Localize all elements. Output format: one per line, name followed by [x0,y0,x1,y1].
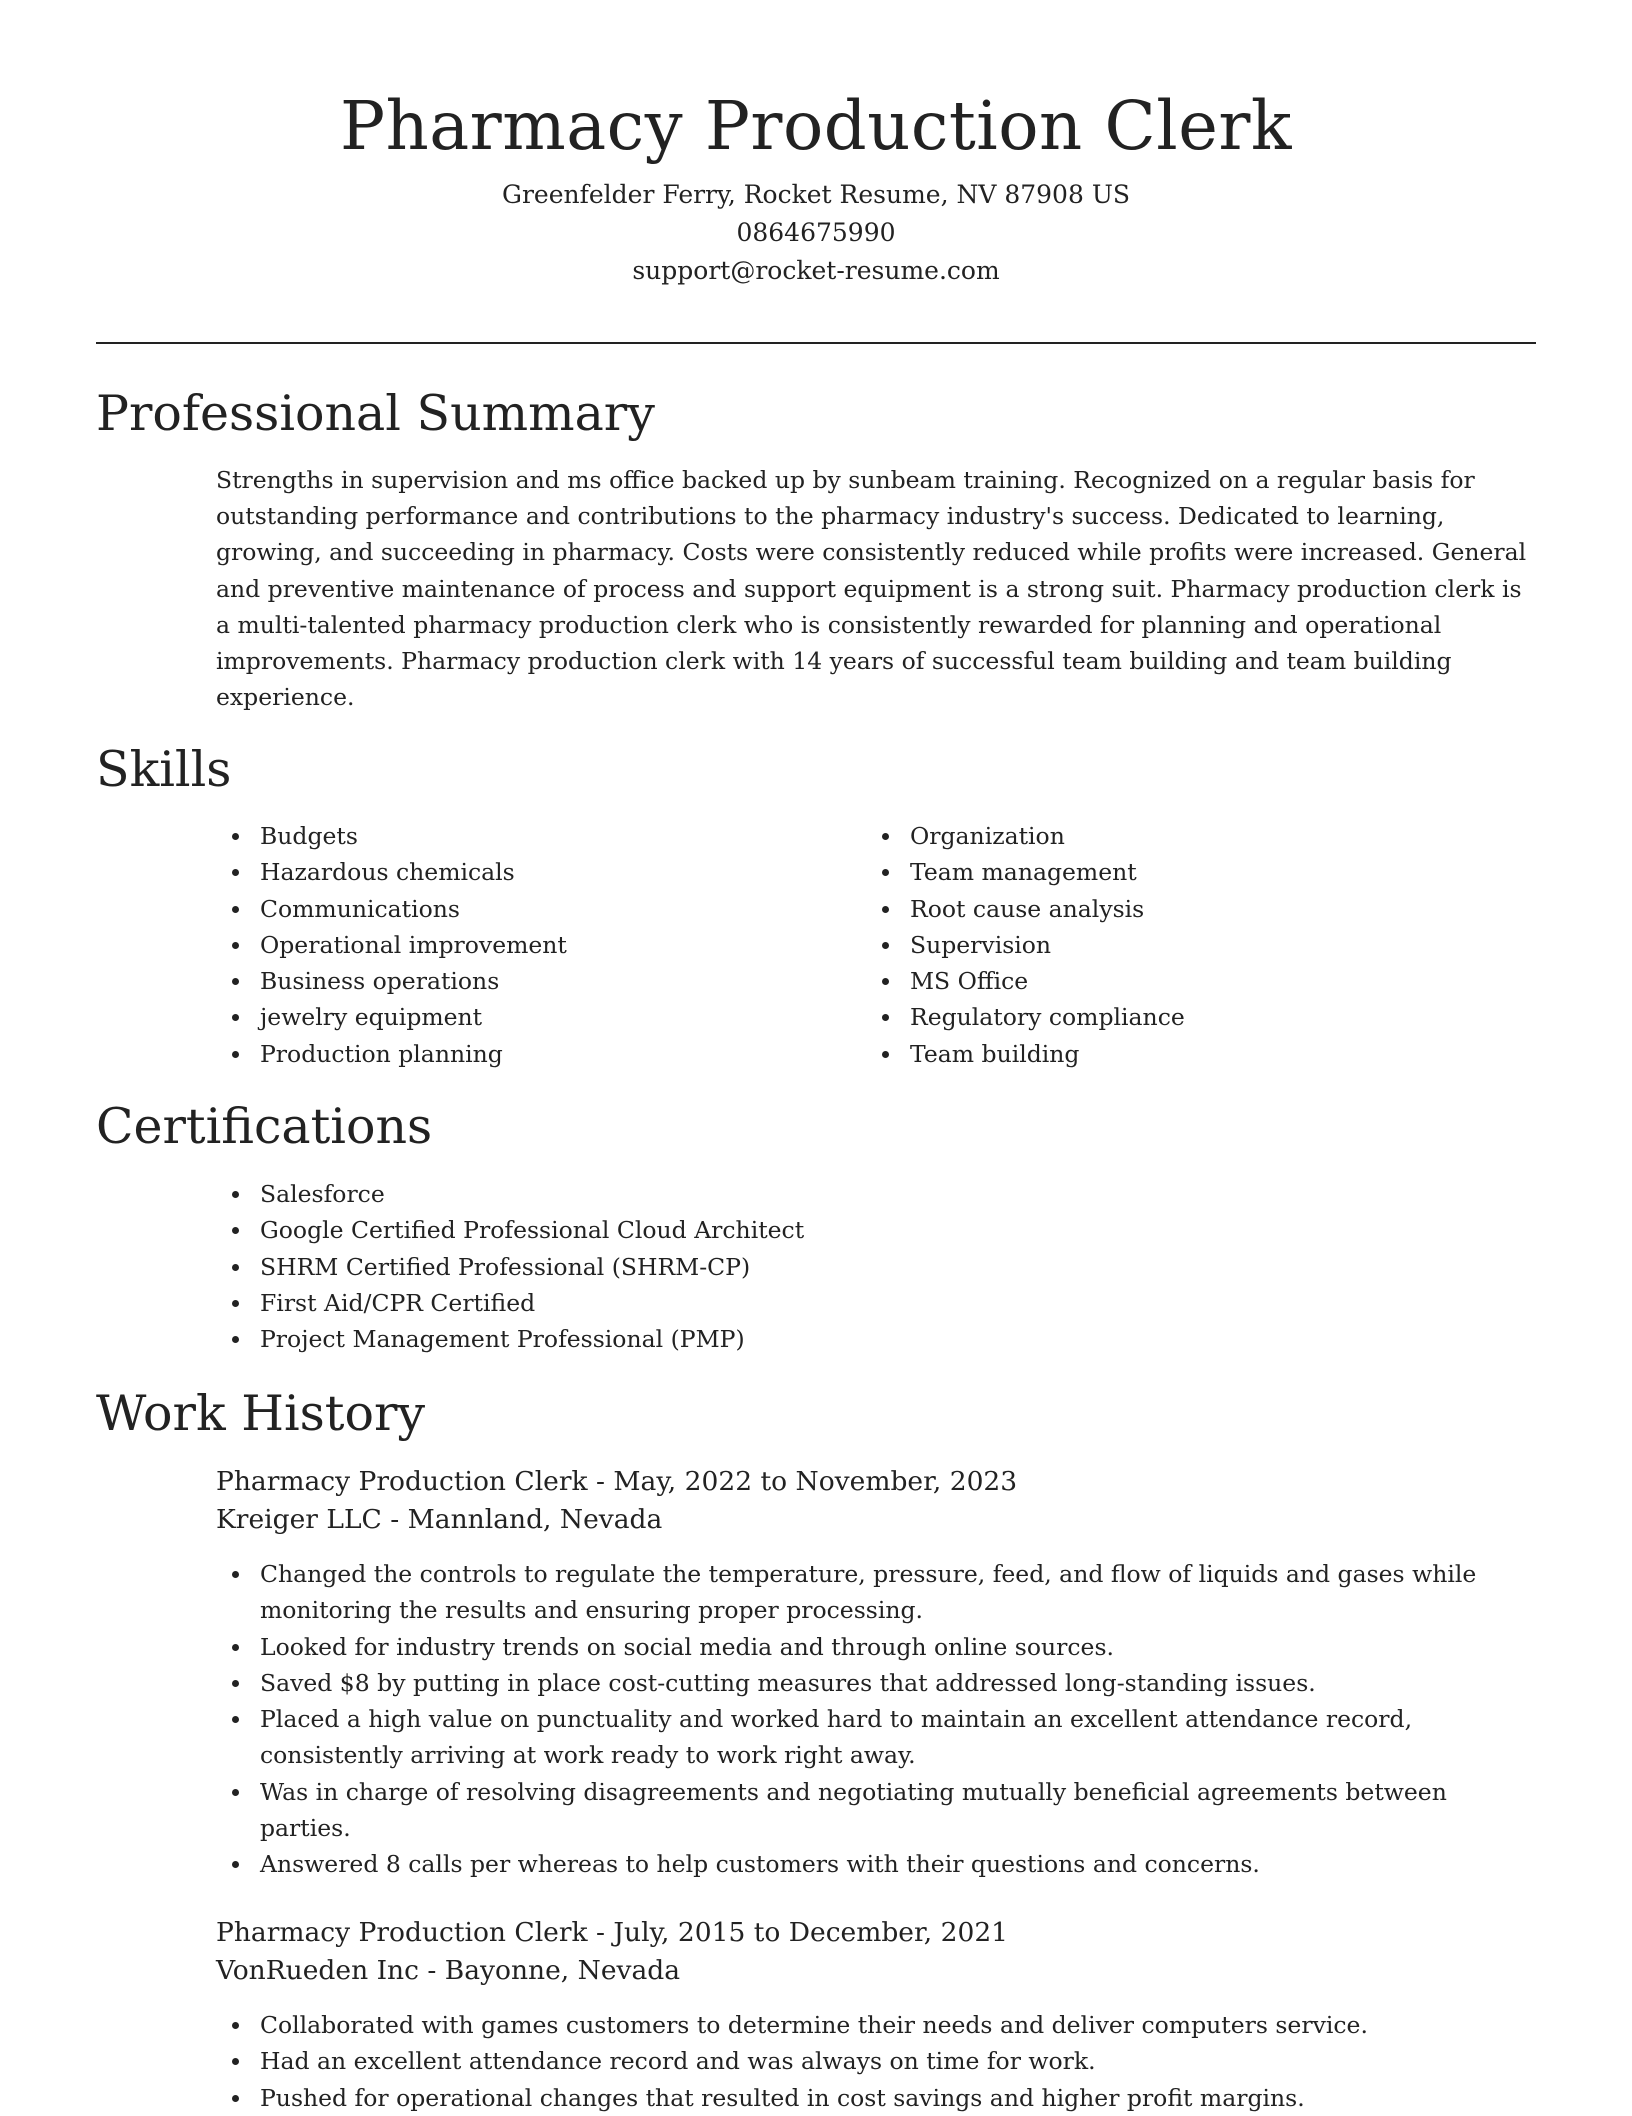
section-title-skills: Skills [96,741,232,798]
job-dates: July, 2015 to December, 2021 [613,1917,1009,1948]
skills-list-left [216,818,836,1072]
job-employer: Kreiger LLC - Mannland, Nevada [216,1504,663,1535]
candidate-name: Pharmacy Production Clerk [340,87,1292,165]
certification-item: First Aid/CPR Certified [216,1285,1536,1321]
resume-header [96,78,1536,290]
job-duty-item: Looked for industry trends on social media and through online sources. [216,1629,1516,1665]
skill-item: Team management [866,854,1486,890]
skill-item: Communications [216,891,836,927]
job-title: Pharmacy Production Clerk [216,1917,588,1948]
job-title: Pharmacy Production Clerk [216,1466,588,1497]
skill-item: Hazardous chemicals [216,854,836,890]
skill-item: Regulatory compliance [866,999,1486,1035]
job-duty-item: Pushed for operational changes that resulted in cost savings and higher profit margins. [216,2080,1516,2116]
job-heading: Pharmacy Production Clerk - May, 2022 to November, 2023 [216,1466,1018,1497]
section-title-certifications: Certifications [96,1098,433,1155]
job-location: Mannland, Nevada [407,1504,663,1535]
skill-item: Production planning [216,1036,836,1072]
job-heading: Pharmacy Production Clerk - July, 2015 to December, 2021 [216,1917,1009,1948]
skill-item: Operational improvement [216,927,836,963]
skill-item: MS Office [866,963,1486,999]
job-location: Bayonne, Nevada [444,1955,681,1986]
certification-item: Project Management Professional (PMP) [216,1321,1536,1357]
job-company: Kreiger LLC [216,1504,382,1535]
contact-phone: 0864675990 [736,218,896,247]
job-duty-item: Saved $8 by putting in place cost-cutting measures that addressed long-standing issues. [216,1665,1516,1701]
job-duty-item: Collaborated with games customers to determine their needs and deliver computers service. [216,2007,1516,2043]
contact-address: Greenfelder Ferry, Rocket Resume, NV 87908 US [501,180,1131,209]
certifications-list [216,1176,1536,1357]
skill-item: Team building [866,1036,1486,1072]
job-duty-item: Was in charge of resolving disagreements and negotiating mutually beneficial agreements between parties. [216,1774,1516,1847]
job-duty-item: Had an excellent attendance record and was always on time for work. [216,2043,1516,2079]
job-duties-list [216,2007,1516,2116]
skill-item: Business operations [216,963,836,999]
skill-item: jewelry equipment [216,999,836,1035]
skill-item: Root cause analysis [866,891,1486,927]
skills-list-right [866,818,1486,1072]
job-employer: VonRueden Inc - Bayonne, Nevada [216,1955,681,1986]
skill-item: Budgets [216,818,836,854]
certification-item: SHRM Certified Professional (SHRM-CP) [216,1249,1536,1285]
summary-text: Strengths in supervision and ms office backed up by sunbeam training. Recognized on a regular basis for outstanding performance and contributions to the pharmacy industry's success. Dedicated to learning, growing, and succeeding in pharmacy. Costs were consistently reduced while profits were increased. General and preventive maintenance of process and support equipment is a strong suit. Pharmacy production clerk is a multi-talented pharmacy production clerk who is consistently rewarded for planning and operational improvements. Pharmacy production clerk with 14 years of successful team building and team building experience. [216,466,1527,712]
section-title-summary: Professional Summary [96,385,655,442]
job-company: VonRueden Inc [216,1955,419,1986]
contact-email: support@rocket-resume.com [632,256,1000,285]
skill-item: Supervision [866,927,1486,963]
skill-item: Organization [866,818,1486,854]
job-duty-item: Answered 8 calls per whereas to help customers with their questions and concerns. [216,1846,1516,1882]
job-dates: May, 2022 to November, 2023 [613,1466,1018,1497]
certification-item: Salesforce [216,1176,1536,1212]
job-duties-list [216,1556,1516,1883]
section-title-work-history: Work History [96,1385,426,1442]
header-divider [96,342,1536,344]
certification-item: Google Certified Professional Cloud Architect [216,1212,1536,1248]
job-duty-item: Placed a high value on punctuality and worked hard to maintain an excellent attendance record, consistently arriving at work ready to work right away. [216,1701,1516,1774]
job-duty-item: Changed the controls to regulate the temperature, pressure, feed, and flow of liquids and gases while monitoring the results and ensuring proper processing. [216,1556,1516,1629]
